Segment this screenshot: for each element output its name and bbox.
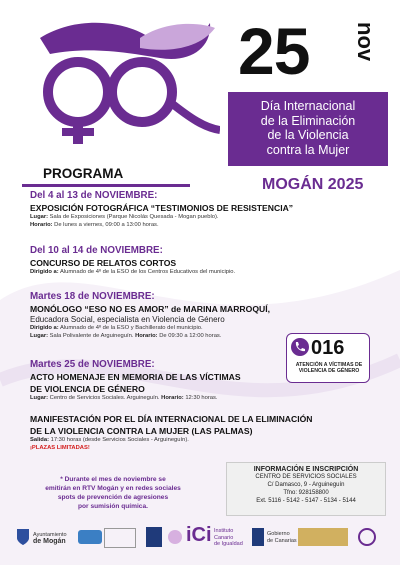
event-item	[30, 413, 350, 452]
title-line: contra la Mujer	[266, 142, 350, 157]
pacto-estado-logo	[358, 528, 376, 546]
event-date: Martes 18 de NOVIEMBRE:	[30, 291, 155, 302]
gobierno-line: de Canarias	[267, 537, 297, 544]
igualdad-small-logo	[168, 530, 182, 544]
limited-places-warning: ¡PLAZAS LIMITADAS!	[30, 444, 90, 451]
cabildo-logo	[146, 527, 162, 547]
venus-logo	[20, 18, 220, 148]
info-line: CENTRO DE SERVICIOS SOCIALES	[255, 474, 357, 480]
event-date: Martes 25 de NOVIEMBRE:	[30, 359, 155, 370]
event-title: DE VIOLENCIA DE GÉNERO	[30, 384, 145, 394]
helpline-text: ATENCIÓN A VÍCTIMAS DE VIOLENCIA DE GÉNERO	[295, 362, 363, 375]
event-title: EXPOSICIÓN FOTOGRÁFICA “TESTIMONIOS DE RESISTENCIA”	[30, 203, 294, 213]
info-line: Tfno: 928158800	[283, 490, 329, 496]
helpline-box	[286, 333, 370, 383]
servicios-sociales-logo	[78, 530, 102, 544]
event-title: ACTO HOMENAJE EN MEMORIA DE LAS VÍCTIMAS	[30, 372, 241, 382]
ici-line: de Igualdad	[214, 541, 243, 547]
title-line: de la Violencia	[267, 128, 349, 142]
phone-icon	[291, 338, 309, 356]
info-line: Ext. 5116 - 5142 - 5147 - 5134 - 5144	[256, 498, 356, 504]
ayuntamiento-name	[33, 532, 67, 545]
event-item	[30, 190, 350, 229]
note-line: por sumisión química.	[78, 503, 148, 510]
info-box	[226, 462, 386, 516]
note-line: * Durante el mes de noviembre se	[60, 476, 166, 483]
ayuntamiento-line: Ayuntamiento	[33, 532, 67, 538]
programa-underline	[22, 184, 190, 187]
event-detail: Lugar: Centro de Servicios Sociales. Arguineguín. Horario: 12:30 horas.	[30, 395, 218, 401]
event-subtitle: Educadora Social, especialista en Violencia de Género	[30, 315, 225, 324]
media-note	[18, 475, 208, 511]
day-number: 25	[238, 14, 310, 88]
info-line: C/ Damasco, 9 - Arguineguín	[267, 482, 345, 488]
gobierno-line: Gobierno	[267, 531, 290, 537]
month-label: nov	[353, 22, 378, 62]
title-line: de la Eliminación	[260, 113, 356, 128]
gobierno-canarias-name	[267, 531, 297, 544]
ayuntamiento-line: de Mogán	[33, 537, 66, 545]
event-detail: Horario: De lunes a viernes, 09:00 a 13:00 horas.	[30, 221, 159, 228]
note-line: spots de prevención de agresiones	[57, 494, 169, 501]
ici-logo: iCi	[186, 524, 212, 546]
ayuntamiento-logo	[16, 528, 30, 551]
event-detail: Salida: 17:30 horas (desde Servicios Sociales - Arguineguín).	[30, 437, 189, 443]
note-line: emitirán en RTV Mogán y en redes sociales	[45, 485, 181, 492]
helpline-number: 016	[311, 337, 345, 359]
event-detail: Lugar: Sala de Exposiciones (Parque Nicolás Quesada - Mogan pueblo).	[30, 214, 219, 220]
event-date: Del 4 al 13 de NOVIEMBRE:	[30, 190, 158, 201]
event-date: Del 10 al 14 de NOVIEMBRE:	[30, 245, 163, 256]
ici-line: Canario	[214, 534, 234, 541]
title-line: Día Internacional	[260, 99, 356, 113]
place-year: MOGÁN 2025	[262, 176, 364, 193]
event-detail: Lugar: Sala Polivalente de Arguineguín. Horario: De 09:30 a 12:00 horas.	[30, 332, 222, 339]
event-detail: Dirigido a: Alumnado de 4º de la ESO y Bachillerato del municipio.	[30, 325, 203, 331]
info-title: INFORMACIÓN E INSCRIPCIÓN	[253, 466, 359, 473]
gobierno-canarias-shield	[252, 528, 264, 546]
event-title: MONÓLOGO “ESO NO ES AMOR” de MARINA MARROQUÍ,	[30, 304, 270, 314]
ici-name	[214, 528, 243, 548]
event-title: CONCURSO DE RELATOS CORTOS	[30, 258, 177, 268]
gobierno-espana-logo	[298, 528, 348, 546]
programa-heading: PROGRAMA	[43, 166, 124, 181]
event-title: DE LA VIOLENCIA CONTRA LA MUJER (LAS PALMAS)	[30, 426, 253, 436]
ici-line: Instituto	[214, 528, 234, 534]
event-title-box	[228, 92, 388, 166]
event-item	[30, 245, 350, 277]
event-title: MANIFESTACIÓN POR EL DÍA INTERNACIONAL DE LA ELIMINACIÓN	[30, 414, 313, 424]
sponsor-logos	[0, 524, 400, 554]
ministerio-logo	[104, 528, 136, 548]
event-detail: Dirigido a: Alumnado de 4º de la ESO de los Centros Educativos del municipio.	[30, 269, 236, 275]
